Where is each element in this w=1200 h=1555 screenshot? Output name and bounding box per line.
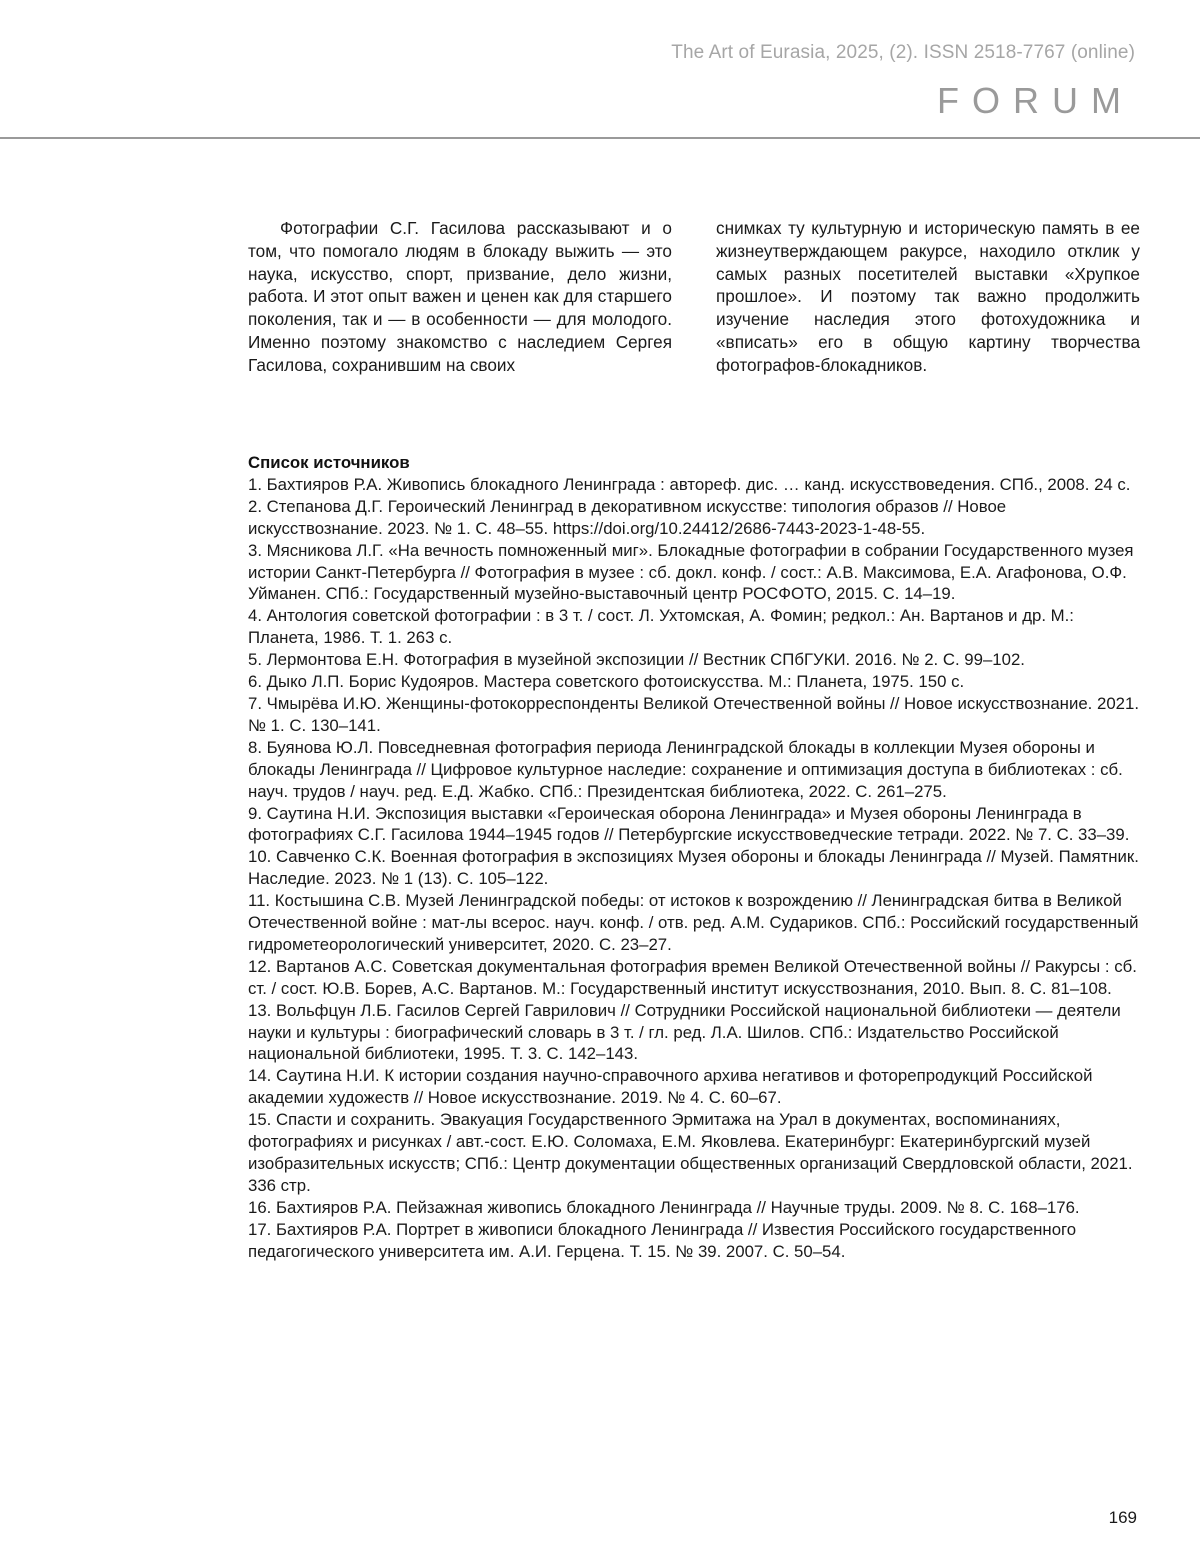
article-body [248, 217, 1140, 377]
reference-item: 5. Лермонтова Е.Н. Фотография в музейной экспозиции // Вестник СПбГУКИ. 2016. № 2. С. 99–102. [248, 650, 1025, 670]
journal-citation: The Art of Eurasia, 2025, (2). ISSN 2518-7767 (online) [671, 42, 1135, 63]
reference-item: 4. Антология советской фотографии : в 3 т. / сост. Л. Ухтомская, А. Фомин; редкол.: Ан. Вартанов и др. М.: Планета, 1986. Т. 1. 263 с. [248, 606, 1074, 648]
reference-item: 9. Саутина Н.И. Экспозиция выставки «Героическая оборона Ленинграда» и Музея обороны Ленинграда в фотографиях С.Г. Гасилова 1944–1945 годов // Петербургские искусствоведческие тетради. 2022. № 7. С. 33–39. [248, 803, 1130, 845]
references-heading: Список источников [248, 453, 410, 472]
body-column-left: Фотографии С.Г. Гасилова рассказывают и о том, что помогало людям в блокаду выжить — это наука, искусство, спорт, призвание, дело жизни, работа. И этот опыт важен и ценен как для старшего поколения, так и — в особенности — для молодого. Именно поэтому знакомство с наследием Сергея Гасилова, сохранившим на своих [248, 218, 672, 375]
reference-item: 8. Буянова Ю.Л. Повседневная фотография периода Ленинградской блокады в коллекции Музея обороны и блокады Ленинграда // Цифровое культурное наследие: сохранение и оптимизация доступа в библиотеках : сб. науч. трудов / науч. ред. Е.Д. Жабко. СПб.: Президентская библиотека, 2022. С. 261–275. [248, 737, 1123, 801]
page-number: 169 [1108, 1508, 1137, 1527]
reference-item: 17. Бахтияров Р.А. Портрет в живописи блокадного Ленинграда // Известия Российского государственного педагогического университета им. А.И. Герцена. Т. 15. № 39. 2007. С. 50–54. [248, 1219, 1077, 1261]
reference-item: 10. Савченко С.К. Военная фотография в экспозициях Музея обороны и блокады Ленинграда // Музей. Памятник. Наследие. 2023. № 1 (13). С. 105–122. [248, 847, 1139, 889]
reference-item: 16. Бахтияров Р.А. Пейзажная живопись блокадного Ленинграда // Научные труды. 2009. № 8. С. 168–176. [248, 1197, 1080, 1217]
reference-item: 1. Бахтияров Р.А. Живопись блокадного Ленинграда : автореф. дис. … канд. искусствоведения. СПб., 2008. 24 с. [248, 474, 1131, 494]
body-column-right: снимках ту культурную и историческую память в ее жизнеутверждающем ракурсе, находило отклик у самых разных посетителей выставки «Хрупкое прошлое». И поэтому так важно продолжить изучение наследия этого фотохудожника и «вписать» его в общую картину творчества фотографов-блокадников. [716, 218, 1140, 375]
reference-item: 11. Костышина С.В. Музей Ленинградской победы: от истоков к возрождению // Ленинградская битва в Великой Отечественной войне : мат-лы всерос. науч. конф. / отв. ред. А.М. Судариков. СПб.: Российский государственный гидрометеорологический университет, 2020. С. 23–27. [248, 891, 1139, 954]
header-divider [0, 137, 1200, 139]
reference-item: 14. Саутина Н.И. К истории создания научно-справочного архива негативов и фоторепродукций Российской академии художеств // Новое искусствознание. 2019. № 4. С. 60–67. [248, 1066, 1093, 1108]
reference-item: 7. Чмырёва И.Ю. Женщины-фотокорреспонденты Великой Отечественной войны // Новое искусствознание. 2021. № 1. С. 130–141. [248, 693, 1139, 735]
reference-item: 13. Вольфцун Л.Б. Гасилов Сергей Гаврилович // Сотрудники Российской национальной библиотеки — деятели науки и культуры : биографический словарь в 3 т. / гл. ред. Л.А. Шилов. СПб.: Издательство Российской национальной библиотеки, 1995. Т. 3. С. 142–143. [248, 1000, 1121, 1064]
references-section [248, 452, 1140, 1263]
reference-item: 6. Дыко Л.П. Борис Кудояров. Мастера советского фотоискусства. М.: Планета, 1975. 150 с. [248, 672, 965, 692]
reference-item: 15. Спасти и сохранить. Эвакуация Государственного Эрмитажа на Урал в документах, воспоминаниях, фотографиях и рисунках / авт.-сост. Е.Ю. Соломаха, Е.М. Яковлева. Екатеринбург: Екатеринбургский музей изобразительных искусств; СПб.: Центр документации общественных организаций Свердловской области, 2021. 336 стр. [248, 1110, 1133, 1195]
section-title: FORUM [937, 80, 1134, 121]
reference-item: 2. Степанова Д.Г. Героический Ленинград в декоративном искусстве: типология образов // Новое искусствознание. 2023. № 1. С. 48–55. https://doi.org/10.24412/2686-7443-2023-1-48-55. [248, 496, 1007, 538]
reference-item: 12. Вартанов А.С. Советская документальная фотография времен Великой Отечественной войны // Ракурсы : сб. ст. / сост. Ю.В. Борев, А.С. Вартанов. М.: Государственный институт искусствознания, 2010. Вып. 8. С. 81–108. [248, 956, 1137, 998]
reference-item: 3. Мясникова Л.Г. «На вечность помноженный миг». Блокадные фотографии в собрании Государственного музея истории Санкт-Петербурга // Фотография в музее : сб. докл. конф. / сост.: А.В. Максимова, Е.А. Агафонова, О.Ф. Уйманен. СПб.: Государственный музейно-выставочный центр РОСФОТО, 2015. С. 14–19. [248, 540, 1134, 604]
references-list [248, 474, 1140, 1263]
